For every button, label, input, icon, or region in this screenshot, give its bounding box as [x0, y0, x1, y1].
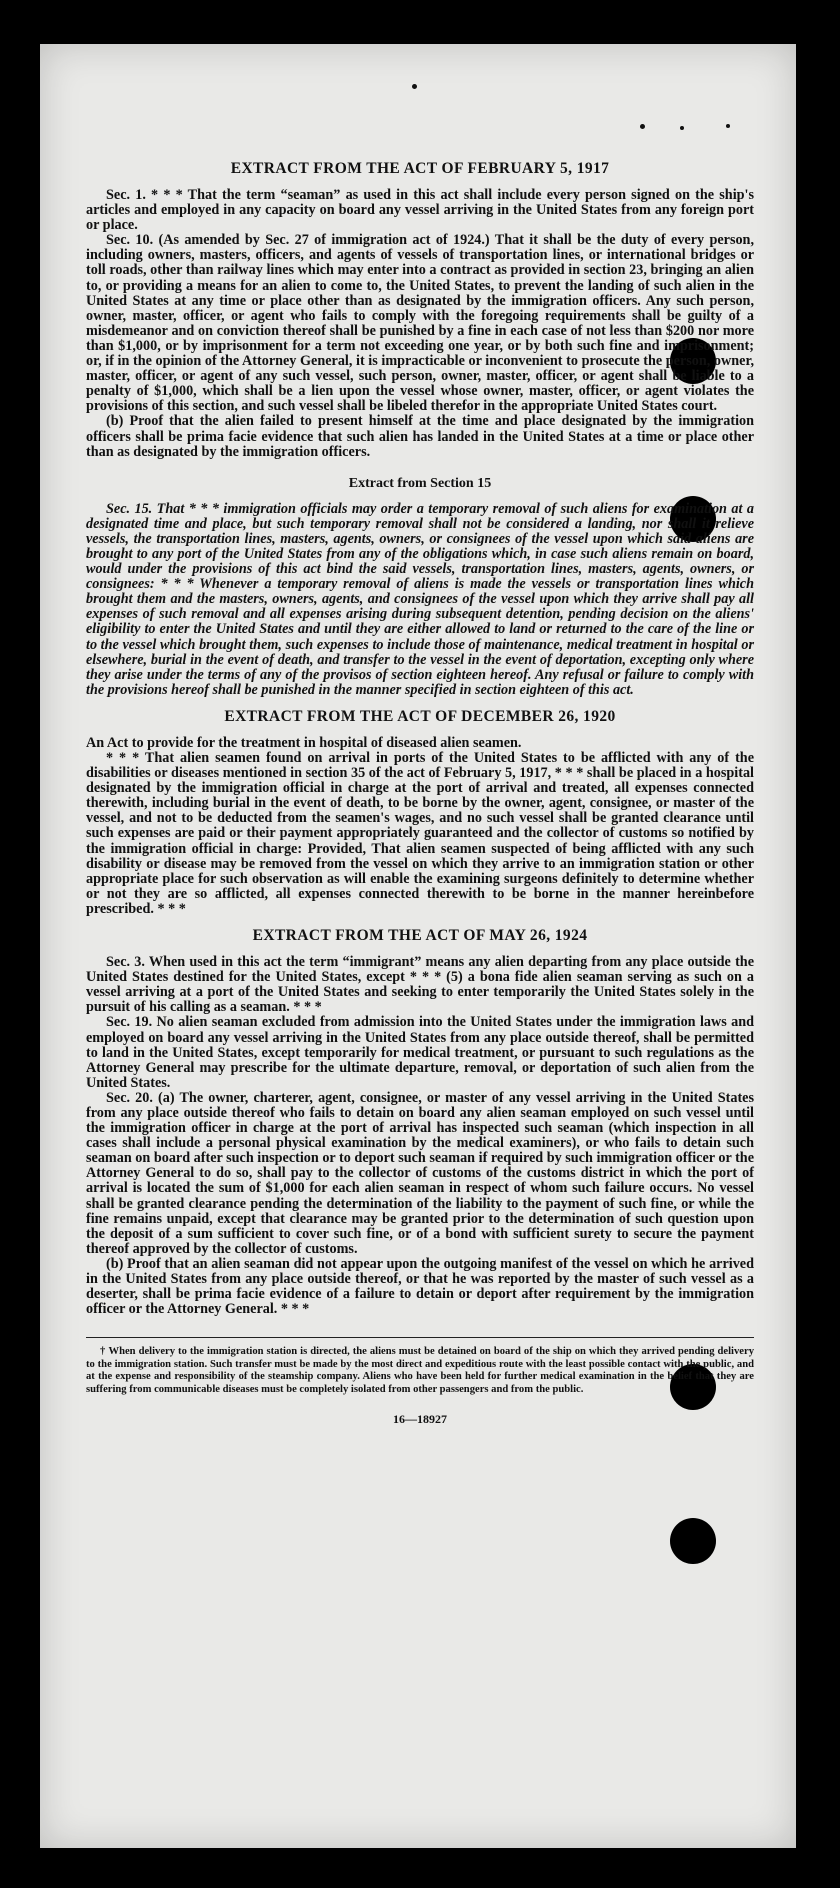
speck [412, 84, 417, 89]
paragraph: (b) Proof that the alien failed to present himself at the time and place designated by the immigration officers shall be prima facie evidence that such alien has landed in the United States at a time or place other than as designated by the immigration officers. [86, 413, 754, 460]
paragraph: Sec. 3. When used in this act the term “immigrant” means any alien departing from any place outside the United States destined for the United States, except * * * (5) a bona fide alien seaman serving as such on a vessel arriving at a port of the United States and seeking to enter temporarily the United States solely in the pursuit of his calling as a seaman. * * * [86, 954, 754, 1016]
paragraph: Sec. 20. (a) The owner, charterer, agent, consignee, or master of any vessel arriving in the United States from any place outside thereof who fails to detain on board any alien seaman employed on such vessel until the immigration officer in charge at the port of arrival has inspected such seaman (which inspection in all cases shall include a personal physical examination by the medical examiners), or who fails to detain such seaman on board after such inspection or to deport such seaman if required by such immigration officer or the Attorney General to do so, shall pay to the collector of customs of the customs district in which the port of arrival is located the sum of $1,000 for each alien seaman in respect of whom such failure occurs. No vessel shall be granted clearance pending the determination of the liability to the payment of such fine, or while the fine remains unpaid, except that clearance may be granted prior to the determination of such question upon the deposit of a sum sufficient to cover such fine, or of a bond with sufficient surety to secure the payment thereof approved by the collector of customs. [86, 1089, 754, 1257]
paragraph: Sec. 10. (As amended by Sec. 27 of immigration act of 1924.) That it shall be the duty of every person, including owners, masters, officers, and agents of vessels of transportation lines, or international bridges or toll roads, other than railway lines which may enter into a contract as provided in section 23, bringing an alien to, or providing a means for an alien to come to, the United States, to prevent the landing of such alien in the United States at any time or place other than as designated by the immigration officers. Any such person, owner, master, officer, or agent who fails to comply with the foregoing requirements shall be guilty of a misdemeanor and on conviction thereof shall be punished by a fine in each case of not less than $200 nor more than $1,000, or by imprisonment for a term not exceeding one year, or by both such fine and imprisonment; or, if in the opinion of the Attorney General, it is impracticable or inconvenient to prosecute the person, owner, master, officer, or agent of any such vessel, such person, owner, master, officer, or agent shall be liable to a penalty of $1,000, which shall be a lien upon the vessel whose owner, master, officer, or agent violates the provisions of this section, and such vessel shall be libeled therefor in the appropriate United States court. [86, 232, 754, 415]
speck [640, 124, 645, 129]
footnote-separator [86, 1337, 754, 1338]
section-heading: Extract from Section 15 [348, 475, 492, 491]
document-page [40, 44, 796, 1848]
paragraph: An Act to provide for the treatment in hospital of diseased alien seamen. [86, 734, 522, 751]
punch-hole [670, 1518, 716, 1564]
paragraph: Sec. 1. * * * That the term “seaman” as used in this act shall include every person signed on the ship's articles and employed in any capacity on board any vessel arriving in the United States from any foreign port or place. [86, 187, 754, 234]
document-content [86, 160, 754, 1427]
form-number: 16—18927 [393, 1412, 447, 1427]
speck [726, 124, 730, 128]
footnote: † When delivery to the immigration station is directed, the aliens must be detained on board of the ship on which they arrived pending delivery to the immigration station. Such transfer must be made by the most direct and expeditious route with the least possible contact with the public, and at the expense and responsibility of the steamship company. Aliens who have been held for further medical examination in the belief that they are suffering from communicable diseases must be completely isolated from other passengers and from the public. [86, 1346, 754, 1395]
paragraph: * * * That alien seamen found on arrival in ports of the United States to be afflicted with any of the disabilities or diseases mentioned in section 35 of the act of February 5, 1917, * * * shall be placed in a hospital designated by the immigration official in charge at the port of arrival and treated, all expenses connected therewith, including burial in the event of death, to be borne by the owner, agent, consignee, or master of the vessel, and not to be deducted from the seamen's wages, and no such vessel shall be granted clearance until such expenses are paid or their payment appropriately guaranteed and the collector of customs so notified by the immigration official in charge: Provided, That alien seamen suspected of being afflicted with any such disability or disease may be removed from the vessel on which they arrive to an immigration station or other appropriate place for such observation as will enable the examining surgeons definitely to determine whether or not they are so afflicted, all expenses connected therewith to be borne in the manner hereinbefore prescribed. * * * [86, 750, 754, 917]
section-heading: EXTRACT FROM THE ACT OF MAY 26, 1924 [252, 927, 588, 945]
paragraph: Sec. 19. No alien seaman excluded from admission into the United States under the immigration laws and employed on board any vessel arriving in the United States from any place outside thereof, shall be permitted to land in the United States, except temporarily for medical treatment, or pursuant to such regulations as the Attorney General may prescribe for the ultimate departure, removal, or deportation of such alien from the United States. [86, 1014, 754, 1091]
paragraph: Sec. 15. That * * * immigration officials may order a temporary removal of such aliens for examination at a designated time and place, but such temporary removal shall not be considered a landing, nor shall it relieve vessels, the transportation lines, masters, agents, owners, or consignees of the vessel upon which said aliens are brought to any port of the United States from any of the obligations which, in case such aliens remain on board, would under the provisions of this act bind the said vessels, transportation lines, masters, agents, owners, or consignees: * * * Whenever a temporary removal of aliens is made the vessels or transportation lines which brought them and the masters, owners, agents, and consignees of the vessel upon which they arrive shall pay all expenses of such removal and all expenses arising during subsequent detention, pending decision on the aliens' eligibility to enter the United States and until they are either allowed to land or returned to the care of the line or to the vessel which brought them, such expenses to include those of maintenance, medical treatment in hospital or elsewhere, burial in the event of death, and transfer to the vessel in the event of deportation, excepting only where they arise under the terms of any of the provisos of section eighteen hereof. Any refusal or failure to comply with the provisions hereof shall be punished in the manner specified in section eighteen of this act. [86, 500, 754, 698]
section-heading: EXTRACT FROM THE ACT OF FEBRUARY 5, 1917 [230, 160, 610, 177]
speck [680, 126, 684, 130]
section-heading: EXTRACT FROM THE ACT OF DECEMBER 26, 1920 [224, 707, 616, 725]
paragraph: (b) Proof that an alien seaman did not appear upon the outgoing manifest of the vessel on which he arrived in the United States from any place outside thereof, or that he was reported by the master of such vessel as a deserter, shall be prima facie evidence of a failure to detain or deport after requirement by the immigration officer or the Attorney General. * * * [86, 1255, 754, 1318]
